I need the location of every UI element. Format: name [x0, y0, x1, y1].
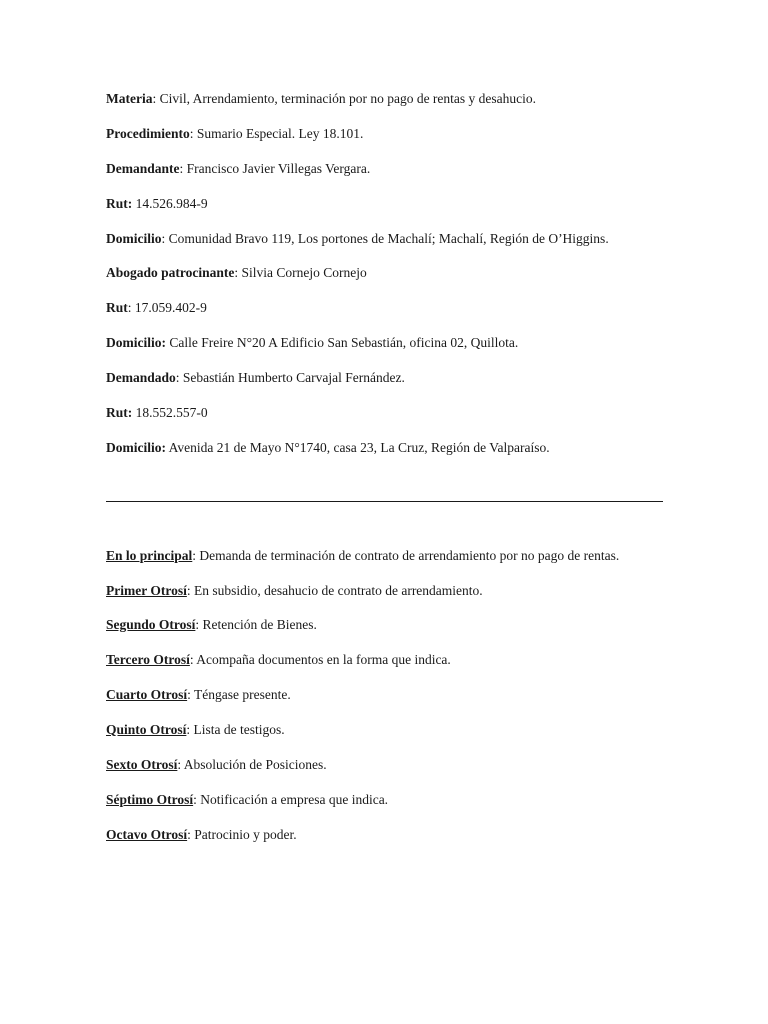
field-label: Demandado: [106, 370, 176, 385]
section-separator: :: [187, 827, 195, 842]
section-value: Acompaña documentos en la forma que indica.: [196, 652, 451, 667]
section-quinto-otrosi: [106, 722, 285, 738]
section-label: En lo principal: [106, 548, 193, 563]
field-domicilio-demandado: [106, 440, 550, 456]
section-primer-otrosi: [106, 583, 483, 599]
field-rut-demandado: [106, 405, 208, 421]
field-procedimiento: [106, 126, 363, 142]
section-label: Primer Otrosí: [106, 583, 187, 598]
section-segundo-otrosi: [106, 617, 317, 633]
field-rut-demandante: [106, 196, 208, 212]
section-cuarto-otrosi: [106, 687, 291, 703]
section-separator: :: [189, 652, 197, 667]
section-separator: :: [193, 792, 201, 807]
section-value: Notificación a empresa que indica.: [200, 792, 389, 807]
field-separator: :: [127, 300, 135, 315]
section-value: Patrocinio y poder.: [194, 827, 297, 842]
field-label: Abogado patrocinante: [106, 265, 235, 280]
section-label: Octavo Otrosí: [106, 827, 188, 842]
section-value: En subsidio, desahucio de contrato de arrendamiento.: [194, 583, 483, 598]
field-domicilio-demandante: [106, 231, 609, 247]
section-en-lo-principal: [106, 548, 619, 564]
field-label: Domicilio:: [106, 335, 166, 350]
field-value: Silvia Cornejo Cornejo: [241, 265, 367, 280]
section-separator: :: [195, 617, 203, 632]
field-label: Materia: [106, 91, 153, 106]
section-divider: [106, 501, 663, 502]
field-value: Sebastián Humberto Carvajal Fernández.: [182, 370, 405, 385]
field-value: Francisco Javier Villegas Vergara.: [186, 161, 371, 176]
field-domicilio-abogado: [106, 335, 518, 351]
field-separator: :: [234, 265, 242, 280]
field-value: 18.552.557-0: [135, 405, 208, 420]
field-label: Domicilio:: [106, 440, 166, 455]
section-label: Sexto Otrosí: [106, 757, 178, 772]
field-abogado-patrocinante: [106, 265, 367, 281]
section-tercero-otrosi: [106, 652, 451, 668]
section-value: Lista de testigos.: [193, 722, 285, 737]
field-value: Sumario Especial. Ley 18.101.: [196, 126, 364, 141]
field-label: Demandante: [106, 161, 180, 176]
field-label: Procedimiento: [106, 126, 190, 141]
field-demandado: [106, 370, 405, 386]
section-separator: :: [186, 722, 194, 737]
section-label: Tercero Otrosí: [106, 652, 190, 667]
section-value: Retención de Bienes.: [202, 617, 317, 632]
section-separator: :: [187, 687, 195, 702]
field-rut-abogado: [106, 300, 207, 316]
section-octavo-otrosi: [106, 827, 297, 843]
section-label: Segundo Otrosí: [106, 617, 196, 632]
field-label: Domicilio: [106, 231, 162, 246]
field-value: Civil, Arrendamiento, terminación por no pago de rentas y desahucio.: [159, 91, 537, 106]
section-separator: :: [186, 583, 194, 598]
field-demandante: [106, 161, 370, 177]
field-value: Comunidad Bravo 119, Los portones de Machalí; Machalí, Región de O’Higgins.: [168, 231, 609, 246]
field-separator: :: [175, 370, 183, 385]
section-septimo-otrosi: [106, 792, 388, 808]
section-value: Demanda de terminación de contrato de arrendamiento por no pago de rentas.: [199, 548, 620, 563]
field-separator: :: [189, 126, 197, 141]
field-materia: [106, 91, 536, 107]
section-label: Cuarto Otrosí: [106, 687, 188, 702]
section-value: Absolución de Posiciones.: [183, 757, 327, 772]
section-value: Téngase presente.: [194, 687, 291, 702]
section-separator: :: [177, 757, 184, 772]
field-value: Avenida 21 de Mayo N°1740, casa 23, La Cruz, Región de Valparaíso.: [168, 440, 550, 455]
field-separator: :: [161, 231, 169, 246]
field-label: Rut: [106, 300, 128, 315]
section-label: Séptimo Otrosí: [106, 792, 194, 807]
field-value: Calle Freire N°20 A Edificio San Sebastián, oficina 02, Quillota.: [169, 335, 519, 350]
field-label: Rut:: [106, 196, 133, 211]
field-separator: :: [179, 161, 187, 176]
section-separator: :: [192, 548, 200, 563]
section-label: Quinto Otrosí: [106, 722, 187, 737]
field-separator: :: [152, 91, 160, 106]
field-label: Rut:: [106, 405, 133, 420]
field-value: 17.059.402-9: [134, 300, 207, 315]
section-sexto-otrosi: [106, 757, 327, 773]
field-value: 14.526.984-9: [135, 196, 208, 211]
